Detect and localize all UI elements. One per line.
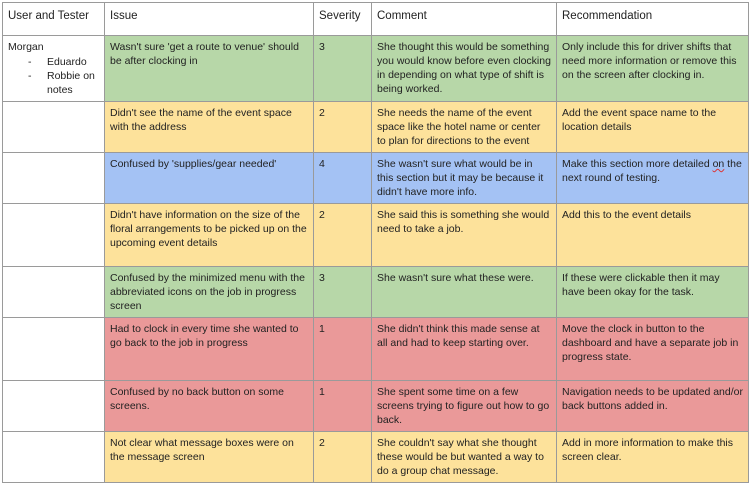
severity-cell: 1: [314, 381, 372, 432]
severity-cell: 3: [314, 36, 372, 102]
severity-cell: 3: [314, 267, 372, 318]
tester-cell-empty: [3, 318, 105, 381]
tester-cell-empty: [3, 153, 105, 204]
header-recommendation: Recommendation: [557, 3, 749, 36]
issue-cell: Confused by 'supplies/gear needed': [105, 153, 314, 204]
recommendation-text: Make this section more detailed: [562, 158, 713, 170]
tester-cell: [3, 36, 105, 102]
severity-cell: 4: [314, 153, 372, 204]
tester-cell-empty: [3, 381, 105, 432]
spellcheck-underlined-word: on: [712, 158, 725, 170]
table-row: [3, 102, 749, 153]
header-severity: Severity: [314, 3, 372, 36]
tester-cell-empty: [3, 102, 105, 153]
issue-cell: Had to clock in every time she wanted to go back to the job in progress: [105, 318, 314, 381]
usability-findings-table: [2, 2, 749, 483]
recommendation-text: the next round of testing.: [562, 158, 742, 184]
severity-cell: 2: [314, 102, 372, 153]
tester-cell-empty: [3, 267, 105, 318]
comment-cell: She couldn't say what she thought these would be but wanted a way to do a group chat message.: [372, 432, 557, 483]
table-row: [3, 267, 749, 318]
recommendation-cell: Add the event space name to the location details: [557, 102, 749, 153]
header-issue: Issue: [105, 3, 314, 36]
header-row: [3, 3, 749, 36]
table-row: [3, 381, 749, 432]
severity-cell: 2: [314, 432, 372, 483]
severity-cell: 2: [314, 204, 372, 267]
recommendation-cell: Add this to the event details: [557, 204, 749, 267]
tester-cell-empty: [3, 204, 105, 267]
issue-cell: Didn't have information on the size of the floral arrangements to be picked up on the upcoming event details: [105, 204, 314, 267]
issue-cell: Wasn't sure 'get a route to venue' should be after clocking in: [105, 36, 314, 102]
issue-cell: Not clear what message boxes were on the message screen: [105, 432, 314, 483]
header-user-tester: User and Tester: [3, 3, 105, 36]
comment-cell: She thought this would be something you would know before even clocking in depending on what type of shift is being worked.: [372, 36, 557, 102]
issue-cell: Confused by the minimized menu with the abbreviated icons on the job in progress screen: [105, 267, 314, 318]
recommendation-cell: [557, 153, 749, 204]
tester-note: - Robbie on notes: [28, 69, 99, 97]
tester-name: Morgan: [8, 41, 44, 53]
table-row: [3, 204, 749, 267]
comment-cell: She wasn't sure what would be in this section but it may be because it didn't have more info.: [372, 153, 557, 204]
comment-cell: She spent some time on a few screens trying to figure out how to go back.: [372, 381, 557, 432]
comment-cell: She said this is something she would need to take a job.: [372, 204, 557, 267]
table-row: [3, 153, 749, 204]
tester-notes-list: [8, 55, 99, 97]
issue-cell: Confused by no back button on some screens.: [105, 381, 314, 432]
header-comment: Comment: [372, 3, 557, 36]
table-row: [3, 36, 749, 102]
comment-cell: She needs the name of the event space like the hotel name or center to plan for directions to the event: [372, 102, 557, 153]
table-row: [3, 318, 749, 381]
recommendation-cell: Add in more information to make this screen clear.: [557, 432, 749, 483]
recommendation-cell: If these were clickable then it may have been okay for the task.: [557, 267, 749, 318]
comment-cell: She didn't think this made sense at all and had to keep starting over.: [372, 318, 557, 381]
severity-cell: 1: [314, 318, 372, 381]
tester-note: - Eduardo: [28, 55, 99, 69]
issue-cell: Didn't see the name of the event space with the address: [105, 102, 314, 153]
recommendation-cell: Only include this for driver shifts that need more information or remove this on the screen after clocking in.: [557, 36, 749, 102]
recommendation-cell: Move the clock in button to the dashboard and have a separate job in progress state.: [557, 318, 749, 381]
comment-cell: She wasn't sure what these were.: [372, 267, 557, 318]
table-row: [3, 432, 749, 483]
recommendation-cell: Navigation needs to be updated and/or back buttons added in.: [557, 381, 749, 432]
tester-cell-empty: [3, 432, 105, 483]
